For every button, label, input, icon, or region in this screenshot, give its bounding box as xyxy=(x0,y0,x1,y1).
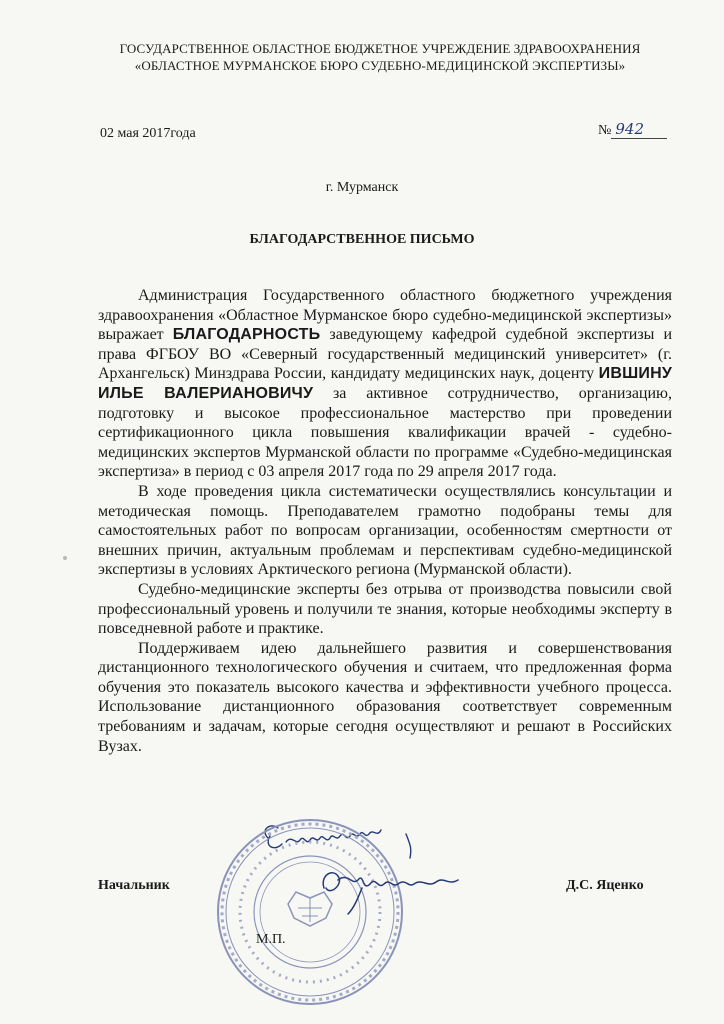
signatory-role: Начальник xyxy=(98,878,170,893)
letter-date: 02 мая 2017года xyxy=(100,126,196,141)
paragraph-3: Судебно-медицинские эксперты без отрыва от производства повысили свой профессиональный уровень и получили те знания, которые необходимы эксперту в повседневной работе и практике. xyxy=(98,580,672,638)
number-value-handwritten: 942 xyxy=(611,120,667,139)
p1-bold-thanks: БЛАГОДАРНОСТЬ xyxy=(172,326,321,344)
stamp-place-label: М.П. xyxy=(256,932,286,947)
header-line-2: «ОБЛАСТНОЕ МУРМАНСКОЕ БЮРО СУДЕБНО-МЕДИЦИНСКОЙ ЭКСПЕРТИЗЫ» xyxy=(134,58,626,73)
city: г. Мурманск xyxy=(325,180,399,195)
handwritten-signature xyxy=(318,858,468,918)
p1-text-1: Администрация Государственного областного бюджетного учреждения здравоохранения «Областное Мурманское бюро судебно-медицинской экспертизы» выражает xyxy=(98,287,672,344)
letter-body xyxy=(98,286,672,756)
p1-text-3: за активное сотрудничество, организацию, подготовку и высокое профессиональное мастерство при проведении сертификационного цикла повышения квалификации врачей - судебно-медицинских экспертов Мурманской области по программе «Судебно-медицинская экспертиза» в период с 03 апреля 2017 года по 29 апреля 2017 года. xyxy=(98,384,672,481)
number-label: № xyxy=(598,123,612,138)
paragraph-1 xyxy=(98,286,672,482)
punch-hole-mark xyxy=(63,556,67,560)
p1-bold-recipient: ИВШИНУ ИЛЬЕ ВАЛЕРИАНОВИЧУ xyxy=(98,365,672,402)
p1-text-2: заведующему кафедрой судебной экспертизы и права ФГБОУ ВО «Северный государственный медицинский университет» (г. Архангельск) Минздрава России, кандидату медицинских наук, доценту xyxy=(98,326,673,383)
header-line-1: ГОСУДАРСТВЕННОЕ ОБЛАСТНОЕ БЮДЖЕТНОЕ УЧРЕЖДЕНИЕ ЗДРАВООХРАНЕНИЯ xyxy=(119,41,641,56)
letter-number xyxy=(598,120,667,139)
paragraph-2: В ходе проведения цикла систематически осуществлялись консультации и методическая помощь. Преподавателем грамотно подобраны темы для самостоятельных работ по вопросам организации, особенностям смертности от внешних причин, актуальным проблемам и перспективам судебно-медицинской экспертизы в условиях Арктического региона (Мурманской области). xyxy=(98,482,672,579)
letter-title: БЛАГОДАРСТВЕННОЕ ПИСЬМО xyxy=(249,232,475,247)
organization-header xyxy=(60,40,700,74)
paragraph-4: Поддерживаем идею дальнейшего развития и совершенствования дистанционного технологического обучения и считаем, что предложенная форма обучения это показатель высокого качества и эффективности учебного процесса. Использование дистанционного образования соответствует современным требованиям и задачам, которые сегодня осуществляют и решают в Российских Вузах. xyxy=(98,639,672,755)
signatory-name: Д.С. Яценко xyxy=(566,878,644,893)
